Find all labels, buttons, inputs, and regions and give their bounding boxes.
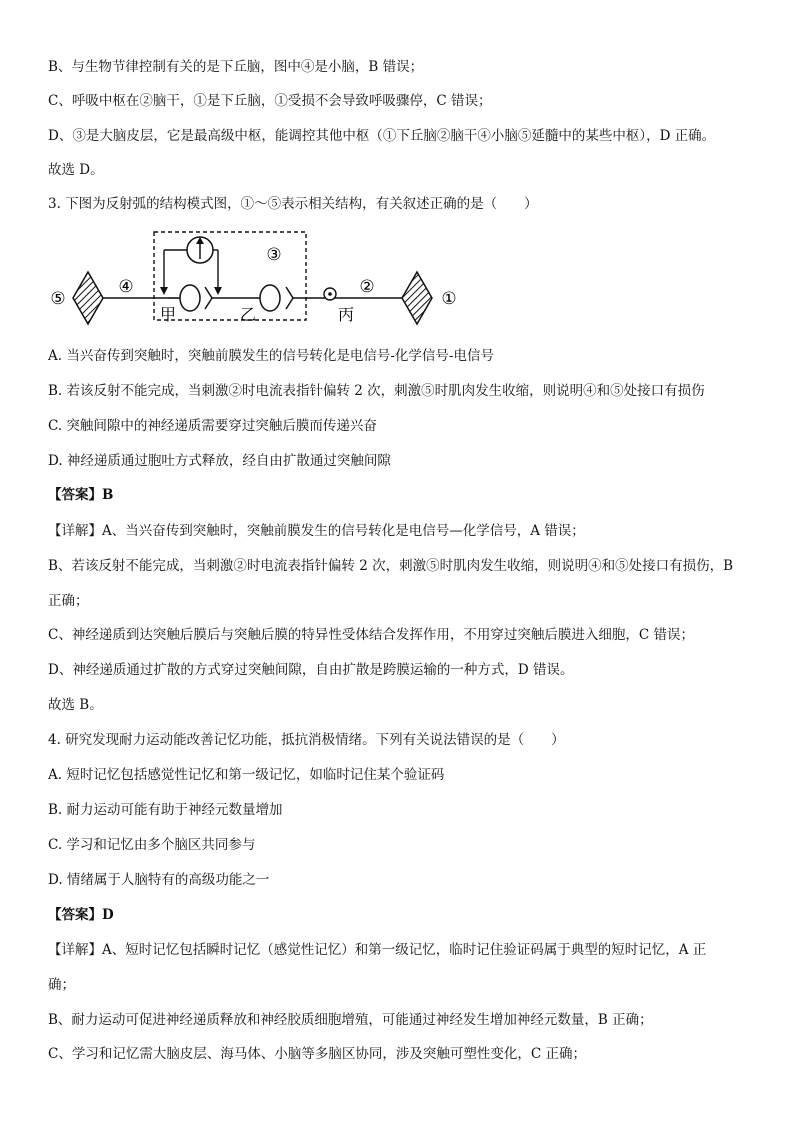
text-line: D、③是大脑皮层，它是最高级中枢，能调控其他中枢（①下丘脑②脑干④小脑⑤延髓中的某些中枢），D 正确。 <box>48 128 716 144</box>
option-b: B. 若该反射不能完成，当刺激②时电流表指针偏转 2 次，刺激⑤时肌肉发生收缩，则说明④和⑤处接口有损伤 <box>48 383 705 399</box>
label-jia: 甲 <box>159 305 177 324</box>
neural-center-box <box>154 232 306 320</box>
synapse <box>205 287 212 309</box>
detail-line: B、耐力运动可促进神经递质释放和神经胶质细胞增殖，可能通过神经发生增加神经元数量，B 正确； <box>48 1012 653 1028</box>
question-4-stem: 4. 研究发现耐力运动能改善记忆功能，抵抗消极情绪。下列有关说法错误的是（ ） <box>48 732 565 748</box>
detail-line: B、若该反射不能完成，当刺激②时电流表指针偏转 2 次，刺激⑤时肌肉发生收缩，则说明④和⑤处接口有损伤，B <box>48 558 734 574</box>
detail-line: C、神经递质到达突触后膜后与突触后膜的特异性受体结合发挥作用，不用穿过突触后膜进入细胞，C 错误； <box>48 627 694 643</box>
text-line: C、呼吸中枢在②脑干，①是下丘脑，①受损不会导致呼吸骤停，C 错误； <box>48 93 492 109</box>
neuron-body <box>260 285 280 311</box>
detail-line: 【详解】A、当兴奋传到突触时，突触前膜发生的信号转化是电信号—化学信号，A 错误； <box>48 523 585 539</box>
option-d: D. 情绪属于人脑特有的高级功能之一 <box>48 872 270 888</box>
option-a: A. 短时记忆包括感觉性记忆和第一级记忆，如临时记住某个验证码 <box>48 767 445 783</box>
label-4: ④ <box>118 277 134 297</box>
question-3-stem: 3. 下图为反射弧的结构模式图，①～⑤表示相关结构，有关叙述正确的是（ ） <box>48 196 538 212</box>
option-c: C. 学习和记忆由多个脑区共同参与 <box>48 837 256 853</box>
detail-line: 正确； <box>48 593 89 609</box>
synapse <box>286 287 293 309</box>
effector-diamond <box>73 272 103 324</box>
label-yi: 乙 <box>239 305 257 324</box>
neuron-body <box>180 285 200 311</box>
option-c: C. 突触间隙中的神经递质需要穿过突触后膜而传递兴奋 <box>48 418 377 434</box>
label-3: ③ <box>266 245 282 265</box>
option-b: B. 耐力运动可能有助于神经元数量增加 <box>48 802 283 818</box>
label-2: ② <box>359 277 375 297</box>
detail-line: D、神经递质通过扩散的方式穿过突触间隙，自由扩散是跨膜运输的一种方式，D 错误。 <box>48 662 574 678</box>
option-a: A. 当兴奋传到突触时，突触前膜发生的信号转化是电信号-化学信号-电信号 <box>48 348 494 364</box>
label-1: ① <box>441 289 457 309</box>
detail-line: C、学习和记忆需大脑皮层、海马体、小脑等多脑区协同，涉及突触可塑性变化，C 正确； <box>48 1046 586 1062</box>
detail-line: 确； <box>48 977 75 993</box>
reflex-arc-diagram <box>40 228 470 334</box>
option-d: D. 神经递质通过胞吐方式释放，经自由扩散通过突触间隙 <box>48 453 391 469</box>
detail-line: 故选 B。 <box>48 697 103 713</box>
text-line: 故选 D。 <box>48 162 104 178</box>
detail-line: 【详解】A、短时记忆包括瞬时记忆（感觉性记忆）和第一级记忆，临时记住验证码属于典型的短时记忆，A 正 <box>48 942 707 958</box>
receptor-diamond <box>402 272 432 324</box>
answer: 【答案】D <box>48 907 114 923</box>
text-line: B、与生物节律控制有关的是下丘脑，图中④是小脑，B 错误； <box>48 59 424 75</box>
label-5: ⑤ <box>50 289 66 309</box>
answer: 【答案】B <box>48 487 114 503</box>
label-bing: 丙 <box>337 305 355 324</box>
